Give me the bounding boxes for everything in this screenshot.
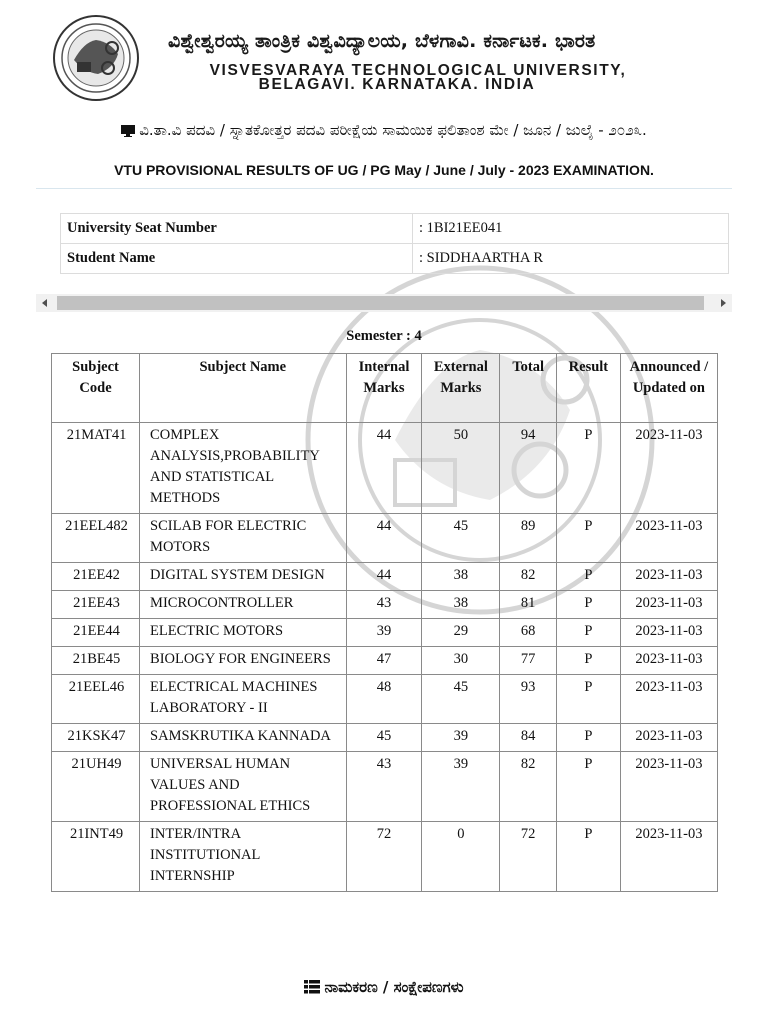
nomenclature-text: ನಾಮಕರಣ / ಸಂಕ್ಷೇಪಣಗಳು [324,978,464,996]
scroll-right-arrow-icon[interactable] [714,294,732,312]
internal-marks-cell: 43 [346,591,422,619]
subject-code-cell: 21EE42 [52,563,140,591]
announced-date-cell: 2023-11-03 [620,423,717,514]
subject-code-cell: 21EEL46 [52,675,140,724]
usn-label: University Seat Number [61,214,413,244]
subject-name-cell: COMPLEX ANALYSIS,PROBABILITY AND STATISTICAL METHODS [140,423,346,514]
internal-marks-cell: 47 [346,647,422,675]
semester-label: Semester : 4 [346,328,422,344]
subject-name-cell: ELECTRIC MOTORS [140,619,346,647]
subject-name-cell: MICROCONTROLLER [140,591,346,619]
subject-code-cell: 21UH49 [52,752,140,822]
table-row [52,724,718,752]
col-result: Result [557,354,621,423]
announced-date-cell: 2023-11-03 [620,647,717,675]
result-cell: P [557,752,621,822]
university-title-kannada: ವಿಶ್ವೇಶ್ವರಯ್ಯ ತಾಂತ್ರಿಕ ವಿಶ್ವವಿದ್ಯಾಲಯ, ಬೆಳಗಾವಿ. ಕರ್ನಾಟಕ. ಭಾರತ [168,30,596,52]
subject-name-cell: DIGITAL SYSTEM DESIGN [140,563,346,591]
subject-code-cell: 21MAT41 [52,423,140,514]
announced-date-cell: 2023-11-03 [620,563,717,591]
total-cell: 84 [500,724,557,752]
total-cell: 72 [500,822,557,892]
announced-date-cell: 2023-11-03 [620,514,717,563]
subject-code-cell: 21EEL482 [52,514,140,563]
external-marks-cell: 30 [422,647,500,675]
results-table [51,353,718,892]
table-row [52,619,718,647]
total-cell: 89 [500,514,557,563]
result-cell: P [557,675,621,724]
announced-date-cell: 2023-11-03 [620,619,717,647]
table-row [52,675,718,724]
result-cell: P [557,423,621,514]
col-internal-marks: Internal Marks [346,354,422,423]
subject-code-cell: 21BE45 [52,647,140,675]
total-cell: 81 [500,591,557,619]
external-marks-cell: 45 [422,514,500,563]
external-marks-cell: 39 [422,724,500,752]
scrollbar-thumb[interactable] [57,296,704,310]
student-name-value: : SIDDHAARTHA R [413,244,729,274]
usn-row [61,214,729,244]
announced-date-cell: 2023-11-03 [620,724,717,752]
student-info-table [60,213,729,274]
result-cell: P [557,822,621,892]
subject-name-cell: ELECTRICAL MACHINES LABORATORY - II [140,675,346,724]
external-marks-cell: 45 [422,675,500,724]
result-cell: P [557,647,621,675]
internal-marks-cell: 44 [346,423,422,514]
total-cell: 82 [500,563,557,591]
announced-date-cell: 2023-11-03 [620,591,717,619]
subject-name-cell: BIOLOGY FOR ENGINEERS [140,647,346,675]
total-cell: 93 [500,675,557,724]
col-external-marks: External Marks [422,354,500,423]
subject-name-cell: SAMSKRUTIKA KANNADA [140,724,346,752]
announced-date-cell: 2023-11-03 [620,675,717,724]
table-row [52,591,718,619]
subject-name-cell: INTER/INTRA INSTITUTIONAL INTERNSHIP [140,822,346,892]
external-marks-cell: 39 [422,752,500,822]
result-cell: P [557,514,621,563]
subject-name-cell: SCILAB FOR ELECTRIC MOTORS [140,514,346,563]
internal-marks-cell: 48 [346,675,422,724]
result-cell: P [557,563,621,591]
usn-value: : 1BI21EE041 [413,214,729,244]
col-announced: Announced / Updated on [620,354,717,423]
monitor-icon [121,125,135,137]
exam-title-kannada [40,120,728,140]
internal-marks-cell: 44 [346,514,422,563]
announced-date-cell: 2023-11-03 [620,822,717,892]
university-title-english-line1: VISVESVARAYA TECHNOLOGICAL UNIVERSITY, [209,62,627,79]
header-separator [36,188,732,189]
table-row [52,647,718,675]
subject-code-cell: 21EE44 [52,619,140,647]
internal-marks-cell: 72 [346,822,422,892]
total-cell: 94 [500,423,557,514]
table-row [52,822,718,892]
col-subject-name: Subject Name [140,354,346,423]
internal-marks-cell: 44 [346,563,422,591]
list-icon [304,980,320,994]
subject-code-cell: 21KSK47 [52,724,140,752]
results-header-row [52,354,718,423]
internal-marks-cell: 43 [346,752,422,822]
announced-date-cell: 2023-11-03 [620,752,717,822]
student-name-row [61,244,729,274]
scroll-left-arrow-icon[interactable] [36,294,54,312]
student-name-label: Student Name [61,244,413,274]
table-row [52,752,718,822]
col-total: Total [500,354,557,423]
total-cell: 82 [500,752,557,822]
result-cell: P [557,724,621,752]
external-marks-cell: 50 [422,423,500,514]
result-cell: P [557,591,621,619]
exam-title-kannada-text: ವಿ.ತಾ.ವಿ ಪದವಿ / ಸ್ನಾತಕೋತ್ತರ ಪದವಿ ಪರೀಕ್ಷೆಯ ಸಾಮಯಿಕ ಫಲಿತಾಂಶ ಮೇ / ಜೂನ / ಜುಲೈ - ೨೦೨೩. [139,121,647,139]
university-title-english-line2: BELAGAVI. KARNATAKA. INDIA [258,76,536,93]
external-marks-cell: 38 [422,563,500,591]
nomenclature-heading[interactable] [0,978,768,996]
internal-marks-cell: 45 [346,724,422,752]
horizontal-scrollbar[interactable] [36,294,732,312]
university-header [0,0,768,100]
table-row [52,423,718,514]
external-marks-cell: 29 [422,619,500,647]
external-marks-cell: 0 [422,822,500,892]
result-cell: P [557,619,621,647]
total-cell: 68 [500,619,557,647]
subject-code-cell: 21EE43 [52,591,140,619]
total-cell: 77 [500,647,557,675]
exam-title-english: VTU PROVISIONAL RESULTS OF UG / PG May / June / July - 2023 EXAMINATION. [114,162,654,178]
internal-marks-cell: 39 [346,619,422,647]
external-marks-cell: 38 [422,591,500,619]
subject-code-cell: 21INT49 [52,822,140,892]
col-subject-code: Subject Code [52,354,140,423]
table-row [52,563,718,591]
table-row [52,514,718,563]
subject-name-cell: UNIVERSAL HUMAN VALUES AND PROFESSIONAL ETHICS [140,752,346,822]
